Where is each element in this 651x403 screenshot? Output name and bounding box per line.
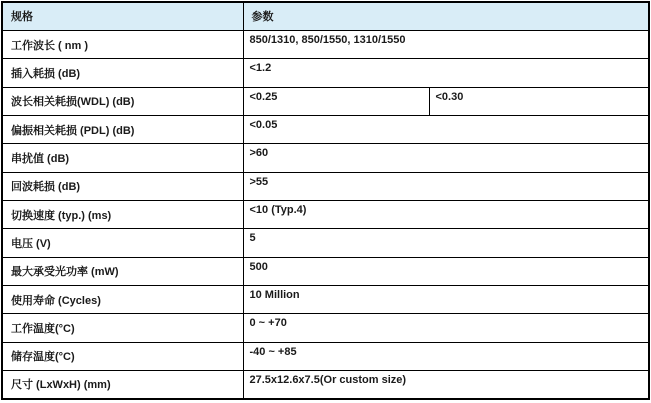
header-spec: 规格 <box>2 2 243 30</box>
header-param: 参数 <box>243 2 649 30</box>
table-row <box>2 257 649 285</box>
spec-label: 回波耗损 (dB) <box>2 172 243 200</box>
spec-value-secondary: <0.30 <box>429 87 649 115</box>
table-row <box>2 30 649 58</box>
spec-value: <0.05 <box>243 115 649 143</box>
spec-value: 10 Million <box>243 285 649 313</box>
spec-label: 插入耗损 (dB) <box>2 59 243 87</box>
spec-value: 27.5x12.6x7.5(Or custom size) <box>243 370 649 398</box>
spec-value: >60 <box>243 144 649 172</box>
table-row <box>2 172 649 200</box>
spec-value: <0.25 <box>243 87 429 115</box>
spec-value: <1.2 <box>243 59 649 87</box>
table-row <box>2 144 649 172</box>
table-row <box>2 285 649 313</box>
spec-table <box>1 1 650 400</box>
table-row <box>2 200 649 228</box>
spec-label: 尺寸 (LxWxH) (mm) <box>2 370 243 398</box>
spec-label: 最大承受光功率 (mW) <box>2 257 243 285</box>
table-row <box>2 370 649 398</box>
table-row <box>2 314 649 342</box>
table-row <box>2 342 649 370</box>
spec-label: 串扰值 (dB) <box>2 144 243 172</box>
spec-value: 850/1310, 850/1550, 1310/1550 <box>243 30 649 58</box>
spec-value: 5 <box>243 229 649 257</box>
spec-value: <10 (Typ.4) <box>243 200 649 228</box>
spec-value: 500 <box>243 257 649 285</box>
spec-label: 切换速度 (typ.) (ms) <box>2 200 243 228</box>
table-row <box>2 115 649 143</box>
spec-value: -40 ~ +85 <box>243 342 649 370</box>
table-row <box>2 229 649 257</box>
spec-label: 工作波长 ( nm ) <box>2 30 243 58</box>
spec-label: 电压 (V) <box>2 229 243 257</box>
spec-value: >55 <box>243 172 649 200</box>
table-header-row <box>2 2 649 30</box>
table-row <box>2 87 649 115</box>
spec-label: 储存温度(°C) <box>2 342 243 370</box>
spec-label: 偏振相关耗损 (PDL) (dB) <box>2 115 243 143</box>
spec-label: 波长相关耗损(WDL) (dB) <box>2 87 243 115</box>
spec-label: 使用寿命 (Cycles) <box>2 285 243 313</box>
spec-value: 0 ~ +70 <box>243 314 649 342</box>
spec-label: 工作温度(°C) <box>2 314 243 342</box>
table-row <box>2 59 649 87</box>
